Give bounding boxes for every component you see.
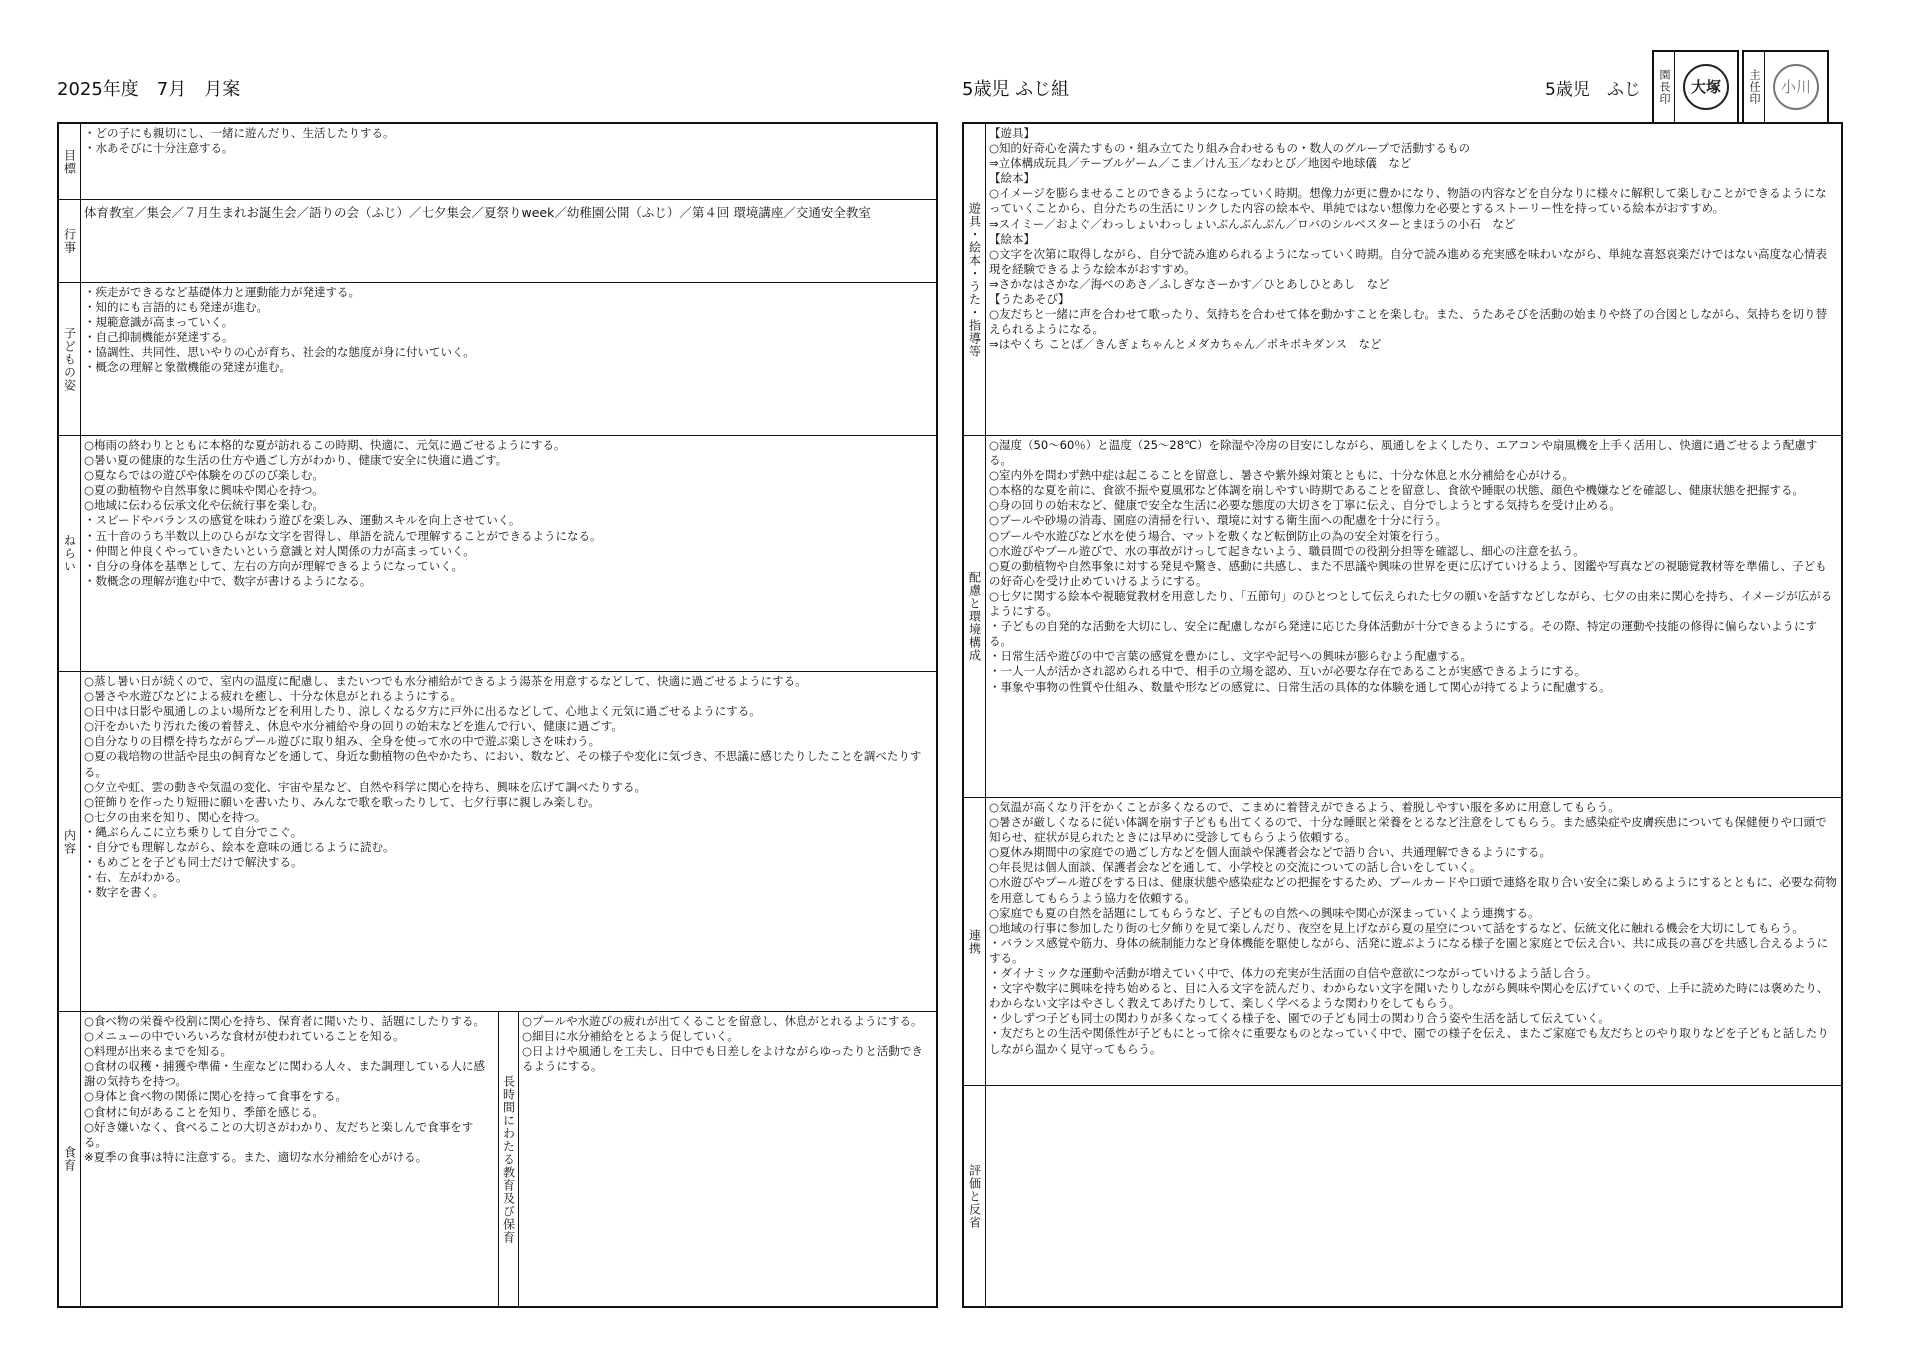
text-line: ⇒はやくち ことば／きんぎょちゃんとメダカちゃん／ポキポキダンス など [989,337,1382,352]
right-plan-table [962,122,1843,1308]
chief-seal: 小川 [1773,64,1819,110]
aims-content [81,436,936,671]
text-line: ※夏季の食事は特に注意する。また、適切な水分補給を心がける。 [84,1149,428,1164]
plan-title: 2025年度 7月 月案 [57,79,241,100]
text-line: 【絵本】 [989,231,1035,246]
text-line: ○暑さが厳しくなるに従い体調を崩す子どもも出てくるので、十分な睡眠と栄養をとるなど注意をしてもらう。また感染症や皮膚疾患についても保健便りや口頭で知らせ、症状が見られたときには早めに受診してもらうよう依頼する。 [989,815,1827,845]
evaluation-row [964,1086,1841,1306]
text-line: ○日よけや風通しを工夫し、日中でも日差しをよけながらゆったりと活動できるようにする。 [522,1044,923,1074]
text-line: ・縄ぶらんこに立ち乗りして自分でこぐ。 [84,824,303,839]
text-line: ・五十音のうち半数以上のひらがな文字を習得し、単語を読んで理解することができるようになる。 [84,528,602,543]
text-line: ○地域の行事に参加したり街の七夕飾りを見て楽しんだり、夜空を見上げながら夏の星空について話をするなど、伝統文化に触れる機会を大切にしてもらう。 [989,920,1804,935]
long-care-label: 長時間にわたる教育及び保育 [499,1012,519,1306]
principal-stamp-box [1652,50,1739,124]
text-line: ○食材の収穫・捕獲や準備・生産などに関わる人々、また調理している人に感謝の気持ちを持つ。 [84,1059,486,1089]
principal-seal: 大塚 [1683,64,1729,110]
text-line: ・もめごとを子ども同士だけで解決する。 [84,855,303,870]
text-line: ○文字を次第に取得しながら、自分で読み進められるようになっていく時期。自分で読み進める充実感を味わいながら、単純な喜怒哀楽だけではない高度な心情表現を経験できるような絵本がおすすめ。 [989,246,1828,276]
text-line: ○梅雨の終わりとともに本格的な夏が訪れるこの時期、快適に、元気に過ごせるようにする。 [84,438,566,452]
text-line: ○料理が出来るまでを知る。 [84,1044,233,1059]
text-line: ・事象や事物の性質や仕組み、数量や形などの感覚に、日常生活の具体的な体験を通して関心が持てるように配慮する。 [989,679,1611,694]
text-line: ・規範意識が高まっていく。 [84,315,234,330]
text-line: ○夏の栽培物の世話や昆虫の飼育などを通して、身近な動植物の色やかたち、におい、数など、その様子や変化に気づき、不思議に感じたりしたことを調べたりする。 [84,749,922,779]
content-row [59,672,936,1012]
text-line: ・数概念の理解が進む中で、数字が書けるようになる。 [84,573,372,588]
cooperation-content [986,798,1841,1085]
content-label: 内容 [59,672,81,1011]
text-line: ・文字や数字に興味を持ち始めると、目に入る文字を読んだり、わからない文字を聞いたりしながら興味や関心を広げていくので、上手に読めた時には褒めたり、わからない文字はやさしく教えてあげたりして、楽しく学べるような関わりをしてもらう。 [989,981,1829,1011]
text-line: ・子どもの自発的な活動を大切にし、安全に配慮しながら発達に応じた身体活動が十分できるようにする。その際、特定の運動や技能の修得に偏らないようにする。 [989,619,1817,649]
goal-row [59,124,936,200]
text-line: ○細目に水分補給をとるよう促していく。 [522,1029,739,1044]
chief-stamp-label: 主任印 [1744,52,1765,122]
cooperation-label: 連携 [964,798,986,1085]
child-state-row [59,283,936,436]
text-line: ○夏ならではの遊びや体験をのびのび楽しむ。 [84,468,324,483]
chief-stamp-cell [1765,52,1827,122]
text-line: ○汗をかいたり汚れた後の着替え、休息や水分補給や身の回りの始末などを進んで行い、健康に過ごす。 [84,719,623,734]
text-line: ○湿度（50～60％）と温度（25～28℃）を除湿や冷房の目安にしながら、風通しをよくしたり、エアコンや扇風機を上手く活用し、快適に過ごせるよう配慮する。 [989,438,1818,468]
food-label: 食育 [59,1012,81,1306]
text-line: ○知的好奇心を満たすもの・組み立てたり組み合わせるもの・数人のグループで活動するもの [989,141,1470,156]
text-line: 【遊具】 [989,126,1035,140]
text-line: ⇒スイミー／およぐ／わっしょいわっしょいぶんぶんぶん／ロバのシルベスターとまほうの小石 など [989,216,1516,231]
text-line: ○本格的な夏を前に、食欲不振や夏風邪など体調を崩しやすい時期であることを留意し、食欲や睡眠の状態、顔色や機嫌などを確認し、健康状態を把握する。 [989,483,1805,498]
content-content [81,672,936,1011]
goal-label: 目標 [59,124,81,199]
text-line: ○蒸し暑い日が続くので、室内の温度に配慮し、またいつでも水分補給ができるよう湯茶を用意するなどして、快適に過ごせるようにする。 [84,674,807,688]
text-line: ○水遊びやプール遊びで、水の事故がけっして起きないよう、職員間での役割分担等を確認し、細心の注意を払う。 [989,543,1585,558]
environment-row [964,436,1841,798]
text-line: ・日常生活や遊びの中で言葉の感覚を豊かにし、文字や記号への興味が膨らむよう配慮する。 [989,649,1472,664]
food-content [81,1012,499,1306]
text-line: ○笹飾りを作ったり短冊に願いを書いたり、みんなで歌を歌ったりして、七夕行事に親しみ楽しむ。 [84,794,600,809]
text-line: ○室内外を問わず熱中症は起こることを留意し、暑さや紫外線対策とともに、十分な休息と水分補給を心がける。 [989,468,1575,483]
principal-stamp-label: 園長印 [1654,52,1675,122]
text-line: ○プールや水遊びなど水を使う場合、マットを敷くなど転倒防止の為の安全対策を行う。 [989,528,1447,543]
text-line: ○七夕の由来を知り、関心を持つ。 [84,809,267,824]
text-line: ○日中は日影や風通しのよい場所などを利用したり、涼しくなる夕方に戸外に出るなどして、心地よく元気に過ごせるようにする。 [84,704,761,719]
text-line: ○暑さや水遊びなどによる疲れを癒し、十分な休息がとれるようにする。 [84,689,463,704]
child-state-label: 子どもの姿 [59,283,81,435]
left-plan-table [57,122,938,1308]
text-line: ・協調性、共同性、思いやりの心が育ち、社会的な態度が身に付いていく。 [84,345,475,360]
text-line: ・仲間と仲良くやっていきたいという意識と対人関係の力が高まっていく。 [84,543,475,558]
text-line: ・自己抑制機能が発達する。 [84,330,234,345]
text-line: ・右、左がわかる。 [84,870,188,885]
text-line: ・スピードやバランスの感覚を味わう遊びを楽しみ、運動スキルを向上させていく。 [84,513,521,528]
text-line: ・疾走ができるなど基礎体力と運動能力が発達する。 [84,285,360,299]
text-line: ○友だちと一緒に声を合わせて歌ったり、気持ちを合わせて体を動かすことを楽しむ。また、うたあそびを活動の始まりや終了の合図としながら、気持ちを切り替えられるようになる。 [989,307,1828,337]
play-label: 遊具・絵本・うた・指導等 [964,124,986,435]
aims-row [59,436,936,672]
events-label: 行事 [59,200,81,282]
play-row [964,124,1841,436]
text-line: ○メニューの中でいろいろな食材が使われていることを知る。 [84,1029,405,1044]
principal-stamp-cell [1675,52,1737,122]
text-line: ・一人一人が活かされ認められる中で、相手の立場を認め、互いが必要な存在であることが実感できるようにする。 [989,664,1587,679]
cooperation-row [964,798,1841,1086]
text-line: ・自分でも理解しながら、絵本を意味の通じるように読む。 [84,840,395,855]
text-line: ・概念の理解と象徴機能の発達が進む。 [84,360,291,375]
text-line: ○食べ物の栄養や役割に関心を持ち、保育者に聞いたり、話題にしたりする。 [84,1014,486,1028]
text-line: ・友だちとの生活や関係性が子どもにとって徐々に重要なものとなっていく中で、園での様子を伝え、またご家庭でも友だちとのやり取りなどを子どもと話したりしながら温かく見守ってもらう。 [989,1026,1829,1056]
text-line: ○家庭でも夏の自然を話題にしてもらうなど、子どもの自然への興味や関心が深まっていくよう連携する。 [989,905,1540,920]
text-line: ○夏の動植物や自然事象に対する発見や驚き、感動に共感し、また不思議や興味の世界を更に広げていけるよう、図鑑や写真などの視聴覚教材等を準備し、子どもの好奇心を受け止めていけるようにする。 [989,558,1827,588]
text-line: ○夏の動植物や自然事象に興味や関心を持つ。 [84,483,324,498]
text-line: ・バランス感覚や筋力、身体の統制能力など身体機能を駆使しながら、活発に遊ぶようになる様子を園と家庭とで伝え合い、共に成長の喜びを共感し合えるようにする。 [989,935,1829,965]
text-line: ・どの子にも親切にし、一緒に遊んだり、生活したりする。 [84,126,395,140]
class-title-right: 5歳児 ふじ [1545,80,1641,100]
text-line: ○好き嫌いなく、食べることの大切さがわかり、友だちと楽しんで食事をする。 [84,1119,474,1149]
class-title: 5歳児 ふじ組 [962,79,1070,100]
text-line: ○プールや砂場の消毒、園庭の清掃を行い、環境に対する衛生面への配慮を十分に行う。 [989,513,1447,528]
events-row [59,200,936,283]
text-line: ・数字を書く。 [84,885,165,900]
text-line: ○年長児は個人面談、保護者会などを通して、小学校との交流についての話し合いをしていく。 [989,860,1482,875]
text-line: ・知的にも言語的にも発達が進む。 [84,300,268,315]
evaluation-label: 評価と反省 [964,1086,986,1306]
environment-content [986,436,1841,797]
text-line: ○暑い夏の健康的な生活の仕方や過ごし方がわかり、健康で安全に快適に過ごす。 [84,453,508,468]
text-line: ○自分なりの目標を持ちながらプール遊びに取り組み、全身を使って水の中で遊ぶ楽しさを味わう。 [84,734,601,749]
text-line: ・少しずつ子ども同士の関わりが多くなってくる様子を、園での子ども同士の関わり合う姿や生活を話して伝えていく。 [989,1011,1610,1026]
text-line: ○イメージを膨らませることのできるようになっていく時期。想像力が更に豊かになり、物語の内容などを自分なりに様々に解釈して楽しむことができるようになっていくことから、自分たちの生活にリンクした内容の絵本や、単純ではない想像力を必要とするストーリー性を持っている絵本がおすすめ。 [989,186,1827,216]
child-state-content [81,283,936,435]
text-line: ○食材に旬があることを知り、季節を感じる。 [84,1104,325,1119]
text-line: ・自分の身体を基準として、左右の方向が理解できるようになっていく。 [84,558,464,573]
goal-content [81,124,936,199]
long-care-content [519,1012,936,1306]
text-line: ⇒立体構成玩具／テーブルゲーム／こま／けん玉／なわとび／地図や地球儀 など [989,156,1412,171]
text-line: ○気温が高くなり汗をかくことが多くなるので、こまめに着替えができるよう、着脱しやすい服を多めに用意してもらう。 [989,800,1620,814]
text-line: ⇒さかなはさかな／海べのあさ／ふしぎなさーかす／ひとあしひとあし など [989,276,1390,291]
aims-label: ねらい [59,436,81,671]
play-content [986,124,1841,435]
text-line: ○水遊びやプール遊びをする日は、健康状態や感染症などの把握をするため、プールカードや口頭で連絡を取り合い安全に楽しめるようにするとともに、必要な荷物を用意してもらうよう協力を依頼する。 [989,875,1837,905]
events-content [81,200,936,282]
chief-stamp-box [1742,50,1829,124]
text-line: ・水あそびに十分注意する。 [84,141,234,156]
environment-label: 配慮と環境構成 [964,436,986,797]
text-line: ○地域に伝わる伝承文化や伝統行事を楽しむ。 [84,498,325,513]
text-line: ○身の回りの始末など、健康で安全な生活に必要な態度の大切さを丁寧に伝え、自分でしようとする気持ちを受け止める。 [989,498,1621,513]
text-line: ○夏休み期間中の家庭での過ごし方などを個人面談や保護者会などで語り合い、共通理解できるようにする。 [989,845,1552,860]
text-line: ○夕立や虹、雲の動きや気温の変化、宇宙や星など、自然や科学に関心を持ち、興味を広げて調べたりする。 [84,779,647,794]
text-line: 【絵本】 [989,171,1035,186]
evaluation-content [986,1086,1841,1306]
food-row [59,1012,936,1306]
text-line: ○七夕に関する絵本や視聴覚教材を用意したり、「五節句」のひとつとして伝えられた七夕の願いを話すなどしながら、七夕の由来に関心を持ち、イメージが広がるようにする。 [989,588,1833,619]
text-line: 体育教室／集会／７月生まれお誕生会／語りの会（ふじ）／七夕集会／夏祭りweek／幼稚園公開（ふじ）／第４回 環境講座／交通安全教室 [84,205,871,220]
text-line: 【うたあそび】 [989,292,1070,307]
text-line: ・ダイナミックな運動や活動が増えていく中で、体力の充実が生活面の自信や意欲につながっていけるよう話し合う。 [989,966,1598,981]
text-line: ○プールや水遊びの疲れが出てくることを留意し、休息がとれるようにする。 [522,1014,923,1028]
text-line: ○身体と食べ物の関係に関心を持って食事をする。 [84,1089,348,1104]
